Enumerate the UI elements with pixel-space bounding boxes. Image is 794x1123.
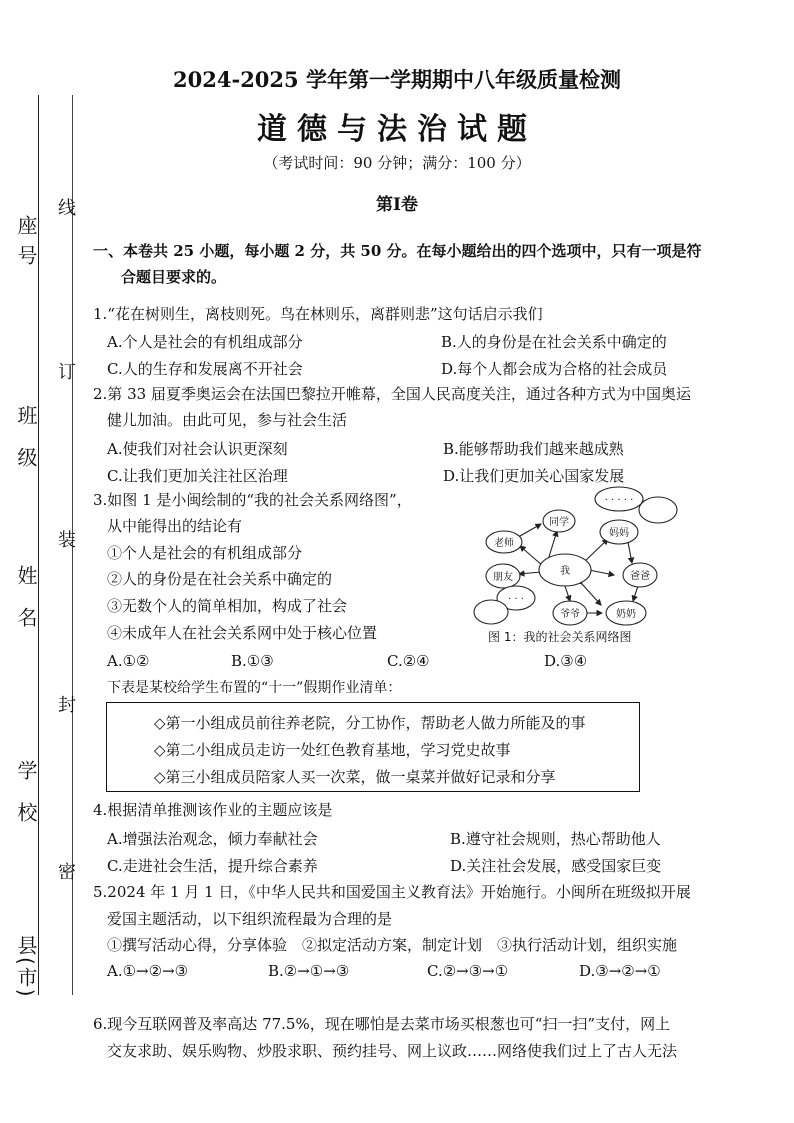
network-nodes bbox=[474, 487, 677, 625]
binding-zhuang: 装 bbox=[55, 530, 76, 550]
q2-option-d: D.让我们更加关心国家发展 bbox=[443, 467, 625, 485]
class-label: 班级 bbox=[14, 405, 38, 489]
homework-list-box bbox=[106, 702, 640, 792]
q5-stem-1: 5.2024 年 1 月 1 日，《中华人民共和国爱国主义教育法》开始施行。小闽所在班级拟开展 bbox=[93, 883, 691, 901]
county-label: 县(市) bbox=[14, 935, 38, 999]
binding-xian: 线 bbox=[55, 198, 76, 218]
q3-option-c: C.②④ bbox=[387, 652, 430, 670]
name-label: 姓名 bbox=[14, 565, 38, 649]
q2-option-c: C.让我们更加关注社区治理 bbox=[107, 467, 288, 485]
material-intro: 下表是某校给学生布置的“十一”假期作业清单： bbox=[107, 680, 402, 696]
q3-option-d: D.③④ bbox=[544, 652, 588, 670]
q6-line-1: 6.现今互联网普及率高达 77.5%，现在哪怕是去菜市场买根葱也可“扫一扫”支付，网上 bbox=[93, 1015, 671, 1033]
exam-title: 2024-2025 学年第一学期期中八年级质量检测 bbox=[173, 67, 621, 92]
q3-statement-4: ④未成年人在社会关系网中处于核心位置 bbox=[107, 624, 378, 642]
node-dots-top: · · · · · bbox=[604, 495, 634, 506]
subject-title: 道德与法治试题 bbox=[257, 112, 537, 147]
section1-line1: 一、本卷共 25 小题，每小题 2 分，共 50 分。在每小题给出的四个选项中，只有一项是符 bbox=[93, 242, 702, 260]
node-grandpa: 爷爷 bbox=[560, 609, 580, 620]
q5-option-a: A.①→②→③ bbox=[107, 962, 189, 980]
q5-stem-2: 爱国主题活动，以下组织流程最为合理的是 bbox=[107, 910, 393, 928]
q4-stem: 4.根据清单推测该作业的主题应该是 bbox=[93, 801, 333, 819]
q2-option-a: A.使我们对社会认识更深刻 bbox=[107, 440, 288, 458]
q4-option-c: C.走进社会生活，提升综合素养 bbox=[107, 857, 318, 875]
q3-statement-2: ②人的身份是在社会关系中确定的 bbox=[107, 570, 333, 588]
figure-caption: 图 1：我的社会关系网络图 bbox=[488, 630, 632, 644]
section1-line2: 合题目要求的。 bbox=[121, 268, 227, 286]
q3-stem-2: 从中能得出的结论有 bbox=[107, 517, 243, 535]
homework-item-3: ◇第三小组成员陪家人买一次菜，做一桌菜并做好记录和分享 bbox=[154, 768, 556, 786]
node-classmate: 同学 bbox=[549, 517, 569, 528]
social-network-figure bbox=[468, 484, 688, 649]
q3-option-a: A.①② bbox=[107, 652, 150, 670]
school-label: 学校 bbox=[14, 760, 38, 844]
node-grandma: 奶奶 bbox=[616, 609, 636, 620]
q3-statement-1: ①个人是社会的有机组成部分 bbox=[107, 544, 303, 562]
homework-item-2: ◇第二小组成员走访一处红色教育基地，学习党史故事 bbox=[154, 741, 511, 759]
q1-option-c: C.人的生存和发展离不开社会 bbox=[107, 360, 303, 378]
q3-statement-3: ③无数个人的简单相加，构成了社会 bbox=[107, 597, 348, 615]
seat-label: 座号 bbox=[14, 215, 38, 275]
node-friend: 朋友 bbox=[493, 572, 513, 583]
q2-stem-1: 2.第 33 届夏季奥运会在法国巴黎拉开帷幕，全国人民高度关注，通过各种方式为中国奥运 bbox=[93, 385, 691, 403]
node-teacher: 老师 bbox=[494, 538, 514, 549]
q5-steps: ①撰写活动心得，分享体验 ②拟定活动方案，制定计划 ③执行活动计划，组织实施 bbox=[107, 936, 678, 954]
q5-option-d: D.③→②→① bbox=[579, 962, 661, 980]
volume-title: 第Ⅰ卷 bbox=[376, 195, 418, 215]
exam-info: （考试时间：90 分钟；满分：100 分） bbox=[263, 154, 531, 172]
q2-stem-2: 健儿加油。由此可见，参与社会生活 bbox=[107, 411, 348, 429]
binding-mi: 密 bbox=[55, 862, 76, 882]
q6-line-2: 交友求助、娱乐购物、炒股求职、预约挂号、网上议政……网络使我们过上了古人无法 bbox=[107, 1042, 678, 1060]
binding-ding: 订 bbox=[55, 362, 76, 382]
q3-option-b: B.①③ bbox=[231, 652, 274, 670]
node-dots-left: · · · bbox=[508, 594, 524, 605]
q1-stem: 1.“花在树则生，离枝则死。鸟在林则乐，离群则悲”这句话启示我们 bbox=[93, 305, 543, 323]
q2-option-b: B.能够帮助我们越来越成熟 bbox=[443, 440, 624, 458]
node-me: 我 bbox=[560, 566, 570, 577]
q4-option-a: A.增强法治观念，倾力奉献社会 bbox=[107, 830, 318, 848]
node-father: 爸爸 bbox=[630, 571, 650, 582]
q3-stem-1: 3.如图 1 是小闽绘制的“我的社会关系网络图”， bbox=[93, 491, 412, 509]
node-mother: 妈妈 bbox=[609, 528, 629, 539]
binding-feng: 封 bbox=[55, 695, 76, 715]
q1-option-d: D.每个人都会成为合格的社会成员 bbox=[441, 360, 668, 378]
q1-option-a: A.个人是社会的有机组成部分 bbox=[107, 333, 303, 351]
q4-option-b: B.遵守社会规则，热心帮助他人 bbox=[450, 830, 661, 848]
q1-option-b: B.人的身份是在社会关系中确定的 bbox=[441, 333, 667, 351]
q5-option-c: C.②→③→① bbox=[427, 962, 509, 980]
q4-option-d: D.关注社会发展，感受国家巨变 bbox=[450, 857, 662, 875]
q5-option-b: B.②→①→③ bbox=[268, 962, 350, 980]
homework-item-1: ◇第一小组成员前往养老院，分工协作，帮助老人做力所能及的事 bbox=[154, 714, 586, 732]
